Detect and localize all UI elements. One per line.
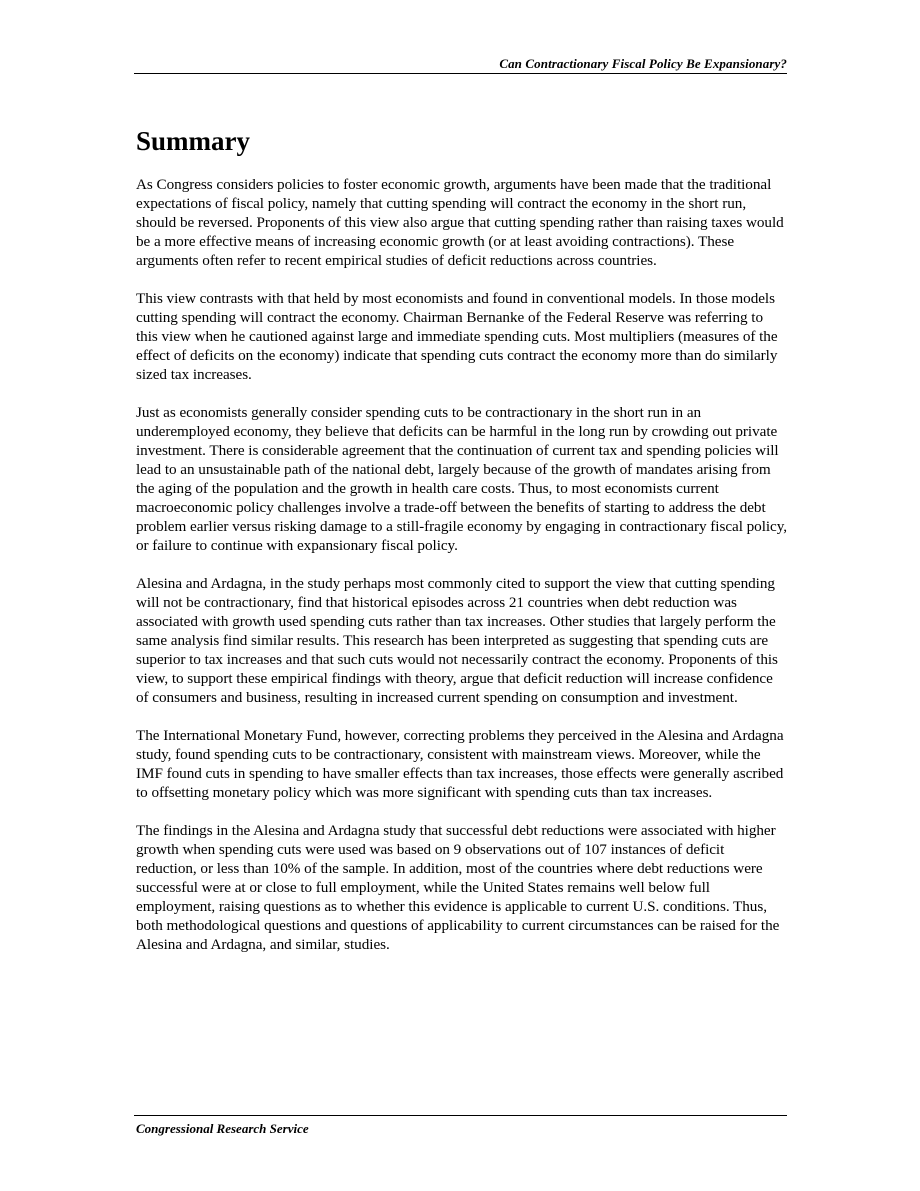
page-footer xyxy=(134,1115,787,1137)
section-title: Summary xyxy=(136,126,250,156)
paragraph-1: As Congress considers policies to foster economic growth, arguments have been made that the traditional expectations of fiscal policy, namely that cutting spending will contract the economy in the short run, should be reversed. Proponents of this view also argue that cutting spending rather than raising taxes would be a more effective means of increasing economic growth (or at least avoiding contractions). These arguments often refer to recent empirical studies of deficit reductions across countries. xyxy=(136,176,784,269)
footer-publisher: Congressional Research Service xyxy=(136,1121,309,1136)
running-header xyxy=(134,56,787,74)
paragraph-3: Just as economists generally consider spending cuts to be contractionary in the short run in an underemployed economy, they believe that deficits can be harmful in the long run by crowding out private investment. There is considerable agreement that the continuation of current tax and spending policies will lead to an unsustainable path of the national debt, largely because of the growth of mandates arising from the aging of the population and the growth in health care costs. Thus, to most economists current macroeconomic policy challenges involve a trade-off between the benefits of starting to address the debt problem earlier versus risking damage to a still-fragile economy by engaging in contractionary fiscal policy, or failure to continue with expansionary fiscal policy. xyxy=(136,404,788,554)
paragraph-6: The findings in the Alesina and Ardagna study that successful debt reductions were associated with higher growth when spending cuts were used was based on 9 observations out of 107 instances of deficit reduction, or less than 10% of the sample. In addition, most of the countries where debt reductions were successful were at or close to full employment, while the United States remains well below full employment, raising questions as to whether this evidence is applicable to current U.S. conditions. Thus, both methodological questions and questions of applicability to current circumstances can be raised for the Alesina and Ardagna, and similar, studies. xyxy=(136,822,780,953)
paragraph-4: Alesina and Ardagna, in the study perhaps most commonly cited to support the view that cutting spending will not be contractionary, find that historical episodes across 21 countries when debt reduction was associated with growth used spending cuts rather than tax increases. Other studies that largely perform the same analysis find similar results. This research has been interpreted as suggesting that spending cuts are superior to tax increases and that such cuts would not necessarily contract the economy. Proponents of this view, to support these empirical findings with theory, argue that deficit reduction will increase confidence of consumers and business, resulting in increased current spending on consumption and investment. xyxy=(136,575,778,706)
paragraph-5: The International Monetary Fund, however, correcting problems they perceived in the Alesina and Ardagna study, found spending cuts to be contractionary, consistent with mainstream views. Moreover, while the IMF found cuts in spending to have smaller effects than tax increases, those effects were generally ascribed to offsetting monetary policy which was more significant with spending cuts than tax increases. xyxy=(136,727,784,801)
summary-section xyxy=(136,122,788,973)
paragraph-2: This view contrasts with that held by most economists and found in conventional models. In those models cutting spending will contract the economy. Chairman Bernanke of the Federal Reserve was referring to this view when he cautioned against large and immediate spending cuts. Most multipliers (measures of the effect of deficits on the economy) indicate that spending cuts contract the economy more than do similarly sized tax increases. xyxy=(136,290,778,383)
running-header-title: Can Contractionary Fiscal Policy Be Expansionary? xyxy=(499,56,787,71)
